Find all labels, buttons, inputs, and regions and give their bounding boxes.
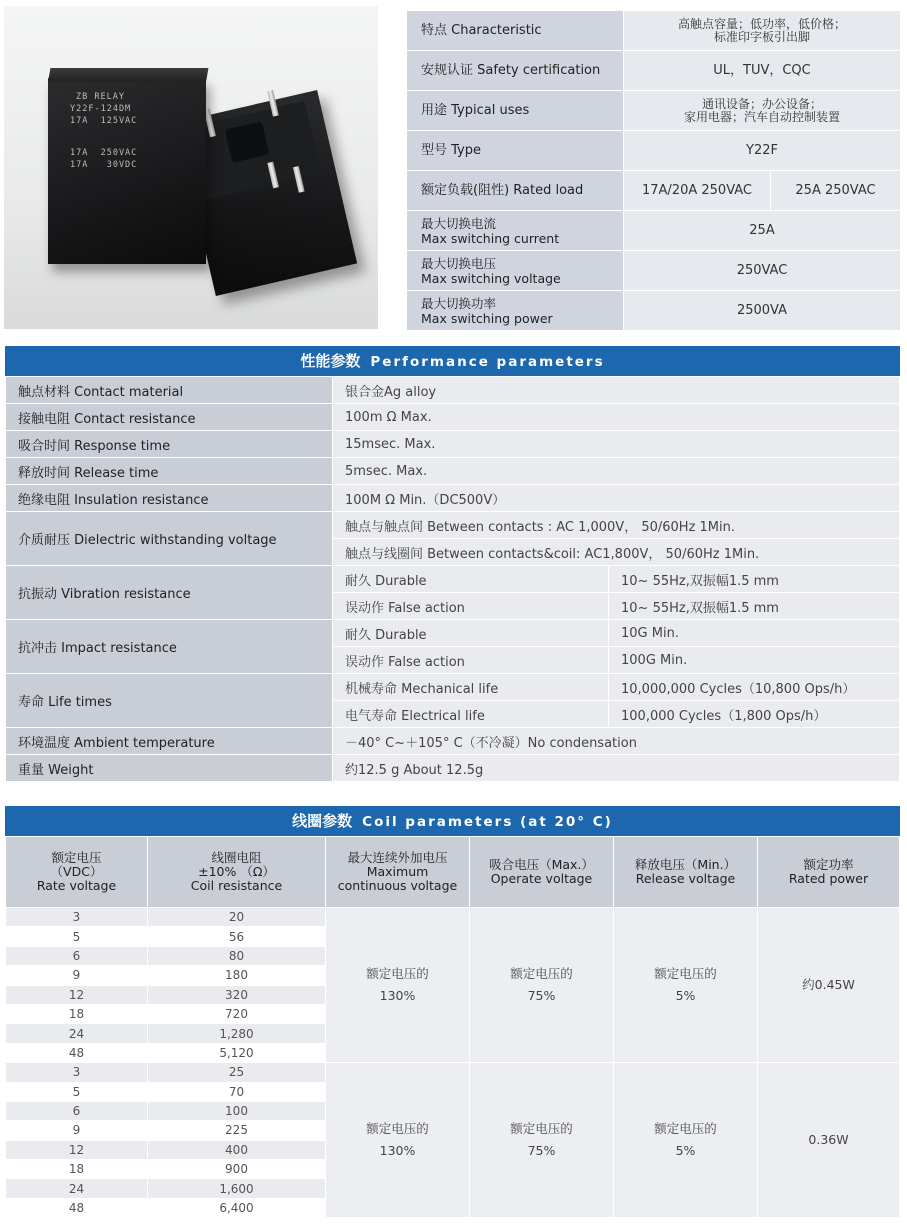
coil-max-continuous-line: 额定电压的 [366,1121,429,1137]
coil-row [6,1063,900,1082]
coil-resistance: 900 [148,1160,326,1179]
table-row [407,211,901,251]
coil-resistance: 100 [148,1101,326,1120]
char-value [624,11,901,51]
coil-max-continuous [326,1063,470,1218]
coil-voltage: 3 [6,908,148,927]
perf-value: 10G Min. [609,620,900,647]
header-line: Rate voltage [36,878,117,893]
performance-table [5,376,900,782]
coil-resistance: 400 [148,1140,326,1159]
coil-title-cn: 线圈参数 [292,812,353,830]
char-label-line: Max switching power [421,310,553,326]
table-row [407,291,901,331]
table-row [6,377,900,404]
coil-resistance: 56 [148,927,326,946]
coil-voltage: 18 [6,1160,148,1179]
header-line: Operate voltage [490,871,593,886]
char-label: 特点 Characteristic [407,11,624,51]
perf-value: 触点与线圈间 Between contacts&coil: AC1,800V， 50/60Hz 1Min. [333,539,900,566]
coil-voltage: 24 [6,1179,148,1198]
perf-label: 接触电阻 Contact resistance [6,404,333,431]
table-row [407,51,901,91]
perf-label: 抗冲击 Impact resistance [6,620,333,674]
char-label: 用途 Typical uses [407,91,624,131]
perf-value: 100G Min. [609,647,900,674]
header-line: （VDC） [50,864,103,879]
char-value: 250VAC [624,251,901,291]
coil-voltage: 18 [6,1004,148,1023]
perf-sublabel: 耐久 Durable [333,620,609,647]
table-row [6,728,900,755]
coil-voltage: 48 [6,1198,148,1217]
coil-power: 约0.45W [758,908,900,1063]
coil-resistance: 25 [148,1063,326,1082]
perf-label: 释放时间 Release time [6,458,333,485]
perf-value: 100M Ω Min.（DC500V） [333,485,900,512]
coil-operate-line: 额定电压的 [510,966,573,982]
perf-sublabel: 误动作 False action [333,593,609,620]
header-line: 额定功率 [803,857,854,872]
coil-resistance: 1,600 [148,1179,326,1198]
char-label [407,291,624,331]
coil-operate-line: 75% [527,988,556,1004]
relay-image-front [48,78,206,264]
header-line: 线圈电阻 [211,850,262,865]
relay-top-edge [48,68,208,82]
perf-value: 触点与触点间 Between contacts : AC 1,000V， 50/60Hz 1Min. [333,512,900,539]
header-line: continuous voltage [337,878,458,893]
table-row [6,620,900,647]
perf-value: 10,000,000 Cycles（10,800 Ops/h） [609,674,900,701]
product-photo [4,6,378,329]
char-value-line: 通讯设备；办公设备； [701,96,822,111]
coil-header-resistance [148,837,326,908]
table-row [6,755,900,782]
table-row [407,91,901,131]
perf-value: 100m Ω Max. [333,404,900,431]
char-label: 额定负载(阻性) Rated load [407,171,624,211]
char-value-line: 高触点容量；低功率，低价格； [677,16,846,31]
perf-label: 绝缘电阻 Insulation resistance [6,485,333,512]
table-row [407,171,901,211]
perf-value: 10~ 55Hz,双振幅1.5 mm [609,566,900,593]
coil-release-line: 额定电压的 [654,966,717,982]
header-line: Release voltage [635,871,736,886]
header-line: Coil resistance [190,878,283,893]
header-line: 额定电压 [51,850,102,865]
perf-label: 吸合时间 Response time [6,431,333,458]
coil-row [6,908,900,927]
coil-max-continuous-line: 130% [379,1143,416,1159]
coil-resistance: 720 [148,1004,326,1023]
relay-rating-1: 17A 125VAC [70,116,138,126]
coil-resistance: 6,400 [148,1198,326,1217]
table-row [6,485,900,512]
coil-voltage: 3 [6,1063,148,1082]
coil-voltage: 5 [6,927,148,946]
coil-voltage: 5 [6,1082,148,1101]
coil-resistance: 180 [148,966,326,985]
perf-sublabel: 耐久 Durable [333,566,609,593]
coil-voltage: 6 [6,1101,148,1120]
perf-sublabel: 电气寿命 Electrical life [333,701,609,728]
char-label-line: Max switching voltage [421,270,561,286]
coil-max-continuous-line: 额定电压的 [366,966,429,982]
coil-release [614,908,758,1063]
coil-voltage: 12 [6,1140,148,1159]
char-value: 17A/20A 250VAC [624,171,771,211]
char-label-line: 最大切换电流 [421,215,497,231]
perf-value: 约12.5 g About 12.5g [333,755,900,782]
header-line: 吸合电压（Max.） [489,857,594,872]
char-label [407,211,624,251]
char-value: 2500VA [624,291,901,331]
coil-header-release [614,837,758,908]
char-label-line: Max switching current [421,230,560,246]
perf-value: 15msec. Max. [333,431,900,458]
coil-voltage: 12 [6,985,148,1004]
coil-max-continuous [326,908,470,1063]
table-row [407,11,901,51]
perf-value: －40° C~＋105° C（不冷凝）No condensation [333,728,900,755]
perf-label: 抗振动 Vibration resistance [6,566,333,620]
char-label: 型号 Type [407,131,624,171]
char-value-line: 家用电器；汽车自动控制装置 [683,109,840,124]
coil-header-power [758,837,900,908]
perf-value: 银合金Ag alloy [333,377,900,404]
perf-sublabel: 误动作 False action [333,647,609,674]
coil-header-operate [470,837,614,908]
coil-header-max-continuous [326,837,470,908]
char-value: UL，TUV，CQC [624,51,901,91]
coil-voltage: 24 [6,1024,148,1043]
table-row [6,431,900,458]
coil-voltage: 48 [6,1043,148,1062]
coil-resistance: 80 [148,946,326,965]
table-row [6,566,900,593]
coil-voltage: 9 [6,966,148,985]
coil-release-line: 5% [675,988,696,1004]
char-value: 25A [624,211,901,251]
coil-resistance: 5,120 [148,1043,326,1062]
coil-resistance: 1,280 [148,1024,326,1043]
perf-label: 环境温度 Ambient temperature [6,728,333,755]
table-row [407,131,901,171]
coil-resistance: 225 [148,1121,326,1140]
coil-table [5,836,900,1218]
char-value [624,91,901,131]
coil-operate [470,908,614,1063]
char-value-line: 标准印字板引出脚 [713,29,810,44]
coil-resistance: 20 [148,908,326,927]
perf-value: 5msec. Max. [333,458,900,485]
performance-title-cn: 性能参数 [300,352,361,370]
coil-title-en: Coil parameters (at 20° C) [362,814,613,830]
characteristics-table [406,10,901,331]
coil-release-line: 5% [675,1143,696,1159]
header-line: 释放电压（Min.） [634,857,737,872]
table-row [6,458,900,485]
coil-body [6,908,900,1218]
coil-banner [5,806,900,836]
relay-rating-2: 17A 250VAC [70,148,138,158]
header-line: 最大连续外加电压 [347,850,448,865]
relay-rating-3: 17A 30VDC [70,160,138,170]
table-row [6,404,900,431]
coil-release-line: 额定电压的 [654,1121,717,1137]
perf-value: 10~ 55Hz,双振幅1.5 mm [609,593,900,620]
coil-voltage: 6 [6,946,148,965]
coil-header-voltage [6,837,148,908]
coil-release [614,1063,758,1218]
performance-banner [5,346,900,376]
coil-operate [470,1063,614,1218]
char-value: Y22F [624,131,901,171]
coil-operate-line: 额定电压的 [510,1121,573,1137]
coil-voltage: 9 [6,1121,148,1140]
relay-model: Y22F-124DM [70,104,132,114]
perf-label: 介质耐压 Dielectric withstanding voltage [6,512,333,566]
char-value: 25A 250VAC [771,171,901,211]
perf-label: 触点材料 Contact material [6,377,333,404]
perf-sublabel: 机械寿命 Mechanical life [333,674,609,701]
perf-value: 100,000 Cycles（1,800 Ops/h） [609,701,900,728]
table-row [407,251,901,291]
char-label [407,251,624,291]
coil-power: 0.36W [758,1063,900,1218]
table-row [6,512,900,539]
header-line: Maximum [366,864,429,879]
header-line: ±10% （Ω） [198,864,275,879]
perf-label: 重量 Weight [6,755,333,782]
coil-header-row [6,837,900,908]
table-row [6,674,900,701]
relay-brand: ZB RELAY [76,92,125,102]
char-label: 安规认证 Safety certification [407,51,624,91]
header-line: Rated power [788,871,869,886]
coil-max-continuous-line: 130% [379,988,416,1004]
performance-title-en: Performance parameters [370,354,605,370]
coil-resistance: 320 [148,985,326,1004]
perf-label: 寿命 Life times [6,674,333,728]
char-label-line: 最大切换功率 [421,295,497,311]
char-label-line: 最大切换电压 [421,255,497,271]
coil-operate-line: 75% [527,1143,556,1159]
coil-resistance: 70 [148,1082,326,1101]
